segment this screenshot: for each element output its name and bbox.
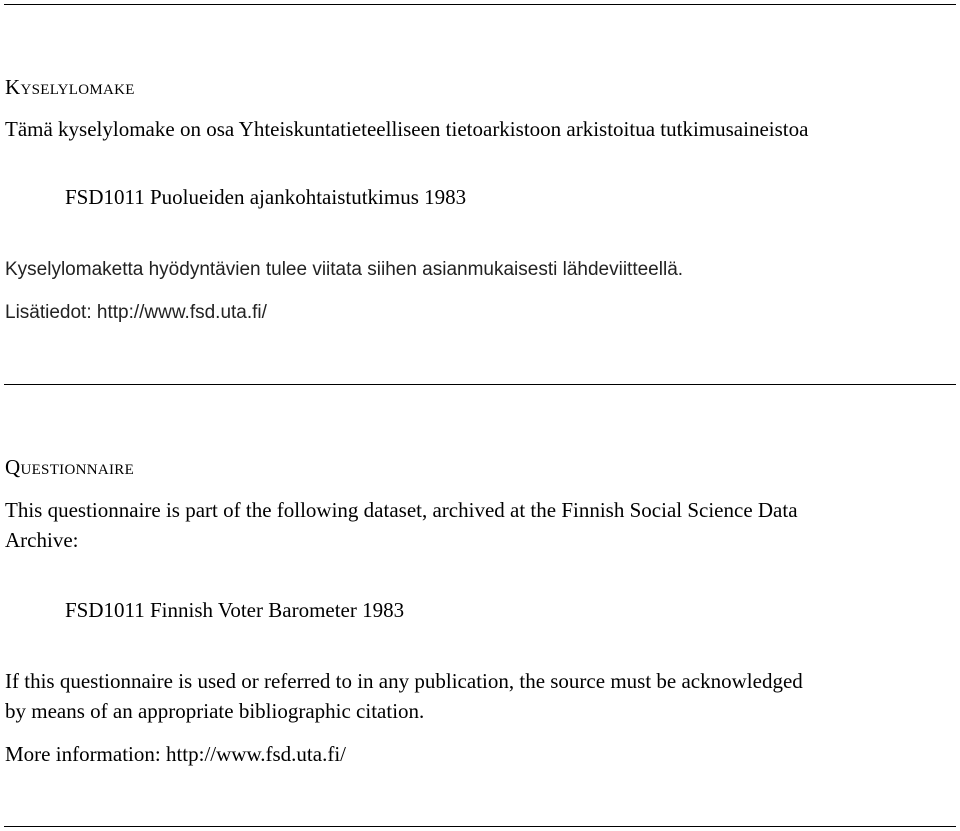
bottom-rule bbox=[4, 826, 956, 827]
english-intro-line2: Archive: bbox=[5, 528, 79, 552]
english-dataset: FSD1011 Finnish Voter Barometer 1983 bbox=[65, 598, 405, 622]
finnish-citation: Kyselylomaketta hyödyntävien tulee viitata siihen asianmukaisesti lähdeviitteellä. bbox=[5, 259, 684, 280]
english-intro-line1: This questionnaire is part of the following dataset, archived at the Finnish Social Science Data bbox=[5, 498, 798, 522]
finnish-intro: Tämä kyselylomake on osa Yhteiskuntatieteelliseen tietoarkistoon arkistoitua tutkimusaineistoa bbox=[5, 117, 809, 141]
section-divider bbox=[4, 384, 956, 385]
top-rule bbox=[4, 4, 956, 5]
finnish-dataset: FSD1011 Puolueiden ajankohtaistutkimus 1983 bbox=[65, 185, 467, 209]
finnish-more-info: Lisätiedot: http://www.fsd.uta.fi/ bbox=[5, 302, 267, 323]
finnish-heading: Kyselylomake bbox=[5, 75, 135, 99]
english-citation-line2: by means of an appropriate bibliographic citation. bbox=[5, 699, 425, 723]
english-citation-line1: If this questionnaire is used or referred to in any publication, the source must be acknowledged bbox=[5, 669, 803, 693]
english-heading: Questionnaire bbox=[5, 455, 135, 479]
english-more-info: More information: http://www.fsd.uta.fi/ bbox=[5, 742, 347, 766]
